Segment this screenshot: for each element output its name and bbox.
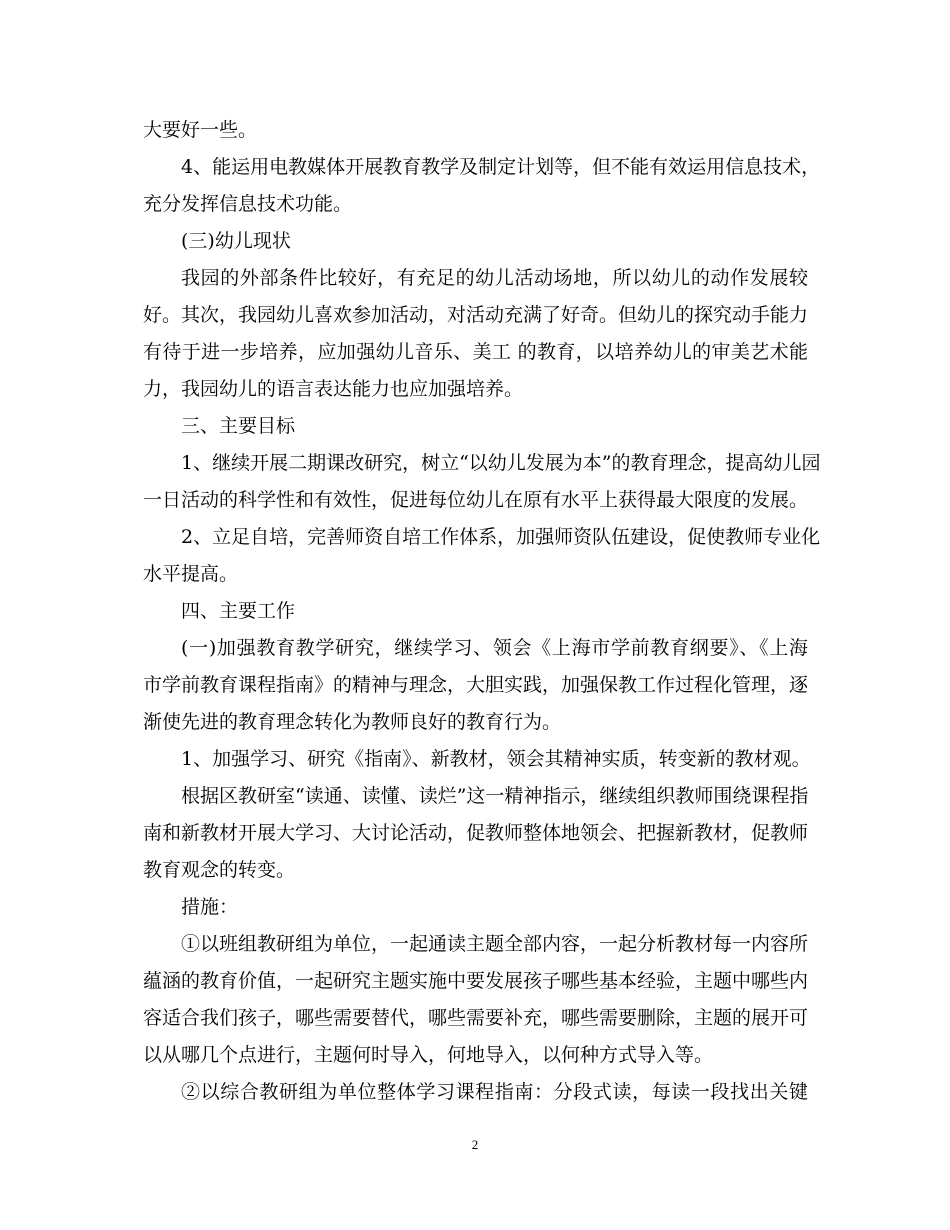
text-line: 容适合我们孩子，哪些需要替代，哪些需要补充，哪些需要删除，主题的展开可 — [143, 1007, 809, 1029]
page-number: 2 — [471, 1137, 479, 1152]
text-line: 以从哪几个点进行，主题何时导入，何地导入，以何种方式导入等。 — [143, 1044, 714, 1066]
text-line: 力，我园幼儿的语言表达能力也应加强培养。 — [143, 378, 524, 400]
text-line: 蕴涵的教育价值，一起研究主题实施中要发展孩子哪些基本经验，主题中哪些内 — [143, 970, 809, 992]
text-line: ①以班组教研组为单位，一起通读主题全部内容，一起分析教材每一内容所 — [181, 933, 809, 955]
section-heading: 四、主要工作 — [181, 600, 296, 622]
section-heading: 三、主要目标 — [181, 415, 296, 437]
section-heading: (三)幼儿现状 — [181, 230, 291, 252]
text-line: 4、能运用电教媒体开展教育教学及制定计划等，但不能有效运用信息技术， — [181, 156, 821, 178]
document-body — [143, 112, 821, 1111]
text-line: (一)加强教育教学研究，继续学习、领会《上海市学前教育纲要》、《上海 — [181, 637, 808, 659]
text-line: 我园的外部条件比较好，有充足的幼儿活动场地，所以幼儿的动作发展较 — [181, 267, 808, 289]
text-line: 2、立足自培，完善师资自培工作体系，加强师资队伍建设，促使教师专业化 — [181, 526, 821, 548]
text-line: 南和新教材开展大学习、大讨论活动，促教师整体地领会、把握新教材，促教师 — [143, 822, 809, 844]
text-line: 根据区教研室“读通、读懂、读烂”这一精神指示，继续组织教师围绕课程指 — [181, 785, 809, 807]
text-line: 一日活动的科学性和有效性，促进每位幼儿在原有水平上获得最大限度的发展。 — [143, 489, 809, 511]
text-line: 水平提高。 — [143, 563, 239, 585]
text-line: 教育观念的转变。 — [143, 859, 296, 881]
text-line: 渐使先进的教育理念转化为教师良好的教育行为。 — [143, 711, 562, 733]
text-line: 好。其次，我园幼儿喜欢参加活动，对活动充满了好奇。但幼儿的探究动手能力 — [143, 304, 809, 326]
text-line: ②以综合教研组为单位整体学习课程指南：分段式读，每读一段找出关键 — [181, 1081, 808, 1103]
text-line: 大要好一些。 — [143, 119, 258, 141]
text-line: 1、继续开展二期课改研究，树立“以幼儿发展为本”的教育理念，提高幼儿园 — [181, 452, 821, 474]
text-line: 有待于进一步培养，应加强幼儿音乐、美工 的教育，以培养幼儿的审美艺术能 — [143, 341, 808, 363]
text-line: 1、加强学习、研究《指南》、新教材，领会其精神实质，转变新的教材观。 — [181, 748, 811, 770]
text-line: 充分发挥信息技术功能。 — [143, 193, 353, 215]
text-line: 措施： — [181, 896, 239, 918]
text-line: 市学前教育课程指南》的精神与理念，大胆实践，加强保教工作过程化管理，逐 — [143, 674, 809, 696]
